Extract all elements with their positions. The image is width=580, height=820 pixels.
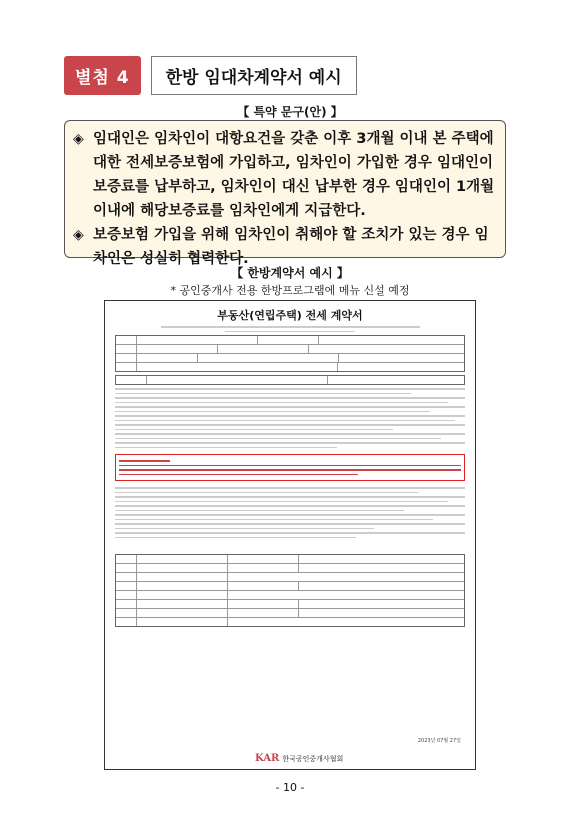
- contract-example-note: * 공인중개사 전용 한방프로그램에 메뉴 신설 예정: [170, 284, 410, 297]
- page-number: - 10 -: [275, 781, 305, 794]
- highlighted-special-terms: [115, 454, 465, 481]
- contract-example-heading: 【 한방계약서 예시 】: [231, 266, 349, 280]
- section-header: [64, 56, 357, 95]
- property-table: [115, 335, 465, 372]
- contract-document-image: [104, 300, 476, 770]
- contract-document-title: 부동산(연립주택) 전세 계약서: [217, 309, 363, 322]
- association-logo: [255, 753, 343, 764]
- appendix-tag: 별첨 4: [64, 56, 141, 95]
- diamond-bullet-icon: ◈: [73, 227, 84, 243]
- kar-logo-icon: KAR: [255, 753, 280, 764]
- clause-text: 보증보험 가입을 위해 임차인이 취해야 할 조치가 있는 경우 임차인은 성실히 협력한다.: [93, 227, 489, 267]
- diamond-bullet-icon: ◈: [73, 131, 84, 147]
- contract-date: 2023년 07월 27일: [417, 738, 461, 744]
- clause-text: 임대인은 임차인이 대항요건을 갖춘 이후 3개월 이내 본 주택에 대한 전세보증보험에 가입하고, 임차인이 가입한 경우 임대인이 보증료를 납부하고, 임차인이 대신 납부한 경우 임대인이 1개월 이내에 해당보증료를 임차인에게 지급한다.: [93, 131, 495, 219]
- deposit-table: [115, 375, 465, 385]
- special-terms-box: [64, 120, 506, 267]
- signature-table: [115, 554, 465, 627]
- page-title: 한방 임대차계약서 예시: [151, 56, 357, 95]
- association-name: 한국공인중개사협회: [282, 754, 344, 763]
- clause-1: [73, 127, 497, 223]
- special-terms-heading: 【 특약 문구(안) 】: [237, 105, 343, 119]
